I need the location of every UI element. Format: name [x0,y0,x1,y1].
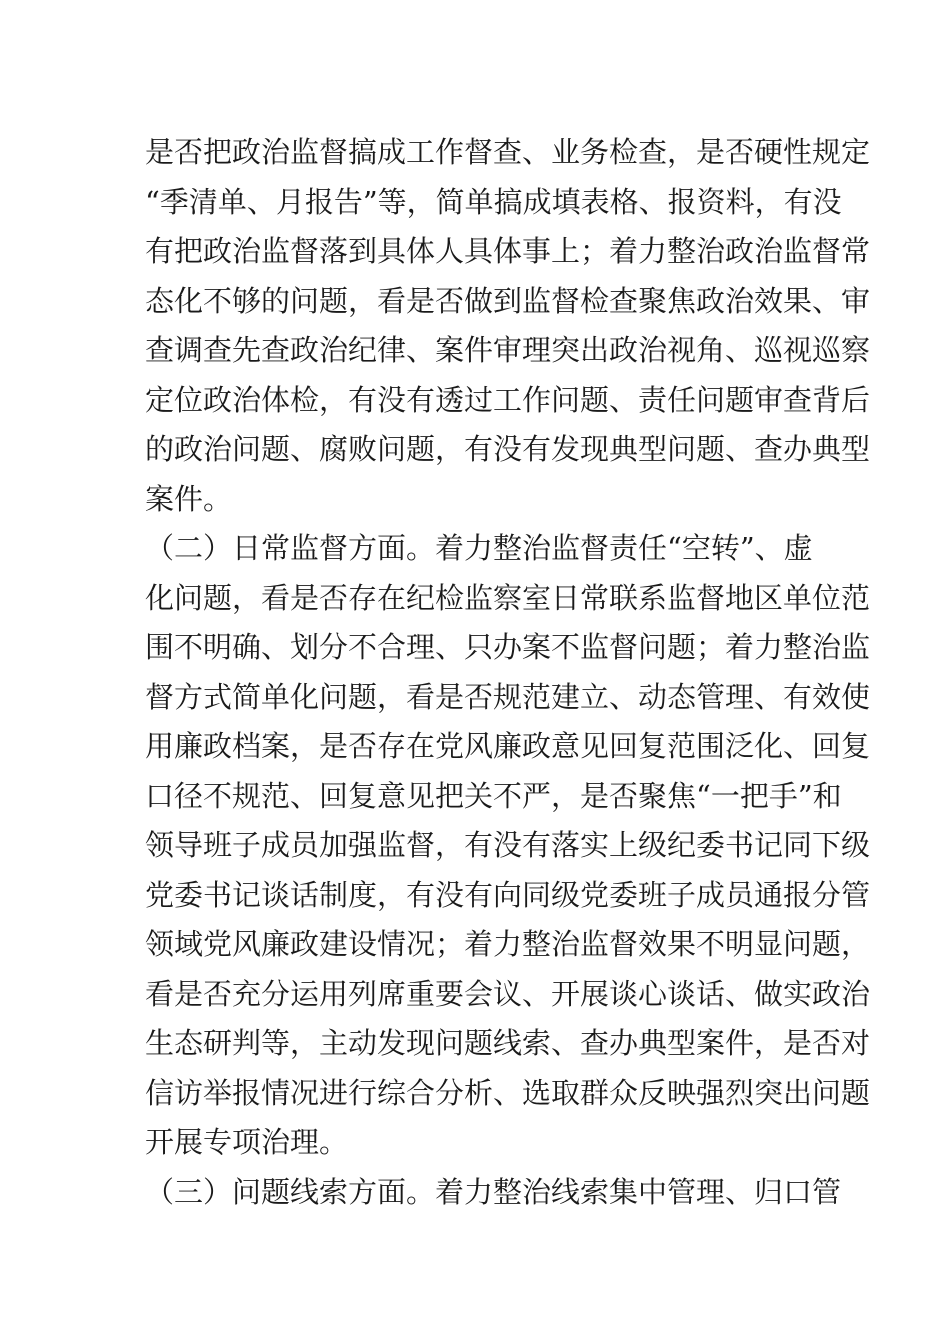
text-line: “季清单、月报告”等，简单搞成填表格、报资料，有没 [145,184,842,219]
text-line: 口径不规范、回复意见把关不严，是否聚焦“一把手”和 [145,778,842,813]
text-line: 查调查先查政治纪律、案件审理突出政治视角、巡视巡察 [145,333,871,367]
text-line: 用廉政档案，是否存在党风廉政意见回复范围泛化、回复 [145,729,871,763]
text-line: 开展专项治理。 [145,1125,349,1159]
text-line: 党委书记谈话制度，有没有向同级党委班子成员通报分管 [145,877,871,912]
text-line: （三）问题线索方面。着力整治线索集中管理、归口管 [145,1174,842,1209]
text-line: 化问题，看是否存在纪检监察室日常联系监督地区单位范 [145,580,871,615]
text-line: 案件。 [145,481,233,516]
paragraph-daily-supervision [145,524,871,1168]
text-line: 督方式简单化问题，看是否规范建立、动态管理、有效使 [145,679,871,714]
text-line: 领导班子成员加强监督，有没有落实上级纪委书记同下级 [145,828,871,862]
text-line: （二）日常监督方面。着力整治监督责任“空转”、虚 [145,531,813,565]
text-line: 是否把政治监督搞成工作督查、业务检查，是否硬性规定 [145,135,871,169]
document-body [145,128,871,1217]
text-line: 领域党风廉政建设情况；着力整治监督效果不明显问题， [145,927,871,961]
text-line: 的政治问题、腐败问题，有没有发现典型问题、查办典型 [145,432,871,466]
text-line: 信访举报情况进行综合分析、选取群众反映强烈突出问题 [145,1075,871,1110]
text-line: 围不明确、划分不合理、只办案不监督问题；着力整治监 [145,630,871,664]
paragraph-problem-clues [145,1168,842,1218]
text-line: 看是否充分运用列席重要会议、开展谈心谈话、做实政治 [145,976,871,1011]
text-line: 有把政治监督落到具体人具体事上；着力整治政治监督常 [145,234,871,268]
text-line: 生态研判等，主动发现问题线索、查办典型案件，是否对 [145,1026,871,1060]
text-line: 定位政治体检，有没有透过工作问题、责任问题审查背后 [145,382,871,417]
paragraph-political-supervision-continued [145,128,871,524]
text-line: 态化不够的问题，看是否做到监督检查聚焦政治效果、审 [145,283,871,318]
